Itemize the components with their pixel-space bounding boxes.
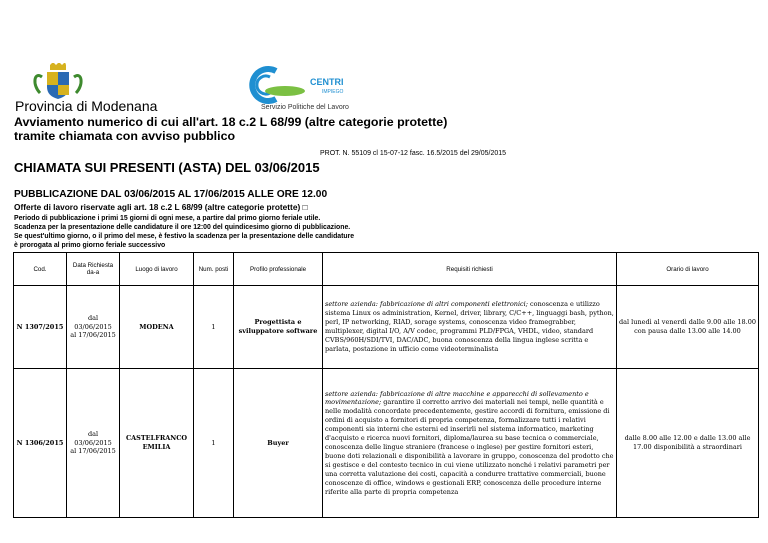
cell-profilo: Buyer: [234, 369, 323, 518]
title-chiamata-presenti: CHIAMATA SUI PRESENTI (ASTA) DEL 03/06/2015: [14, 160, 320, 175]
offers-subtitle: Offerte di lavoro riservate agli art. 18 c.2 L 68/99 (altre categorie protette) □: [14, 202, 308, 212]
cell-cod: N 1306/2015: [14, 369, 67, 518]
table-row: [14, 286, 759, 369]
cell-luogo: MODENA: [120, 286, 194, 369]
header-profilo: Profilo professionale: [234, 253, 323, 286]
cell-requisiti: [323, 286, 617, 369]
province-name: Provincia di Modenana: [15, 98, 158, 114]
cell-requisiti: [323, 369, 617, 518]
centri-brand: CENTRI: [310, 77, 344, 87]
header-luogo: Luogo di lavoro: [120, 253, 194, 286]
centri-brand-sub: IMPIEGO: [322, 89, 344, 95]
requirements-text: conoscenza e utilizzo sistema Linux os administration, Kernel, driver, library, C/C++, linguaggi bash, python, perl, IP networking, RIAD, sorage systems, conoscenza video framegrabber, multiplexer, digital I/O, A/V codec, programmi PLD/FPGA, VHDL, video, standard CVBS/960H/SDI/TVI, DAC/ADC, buona conoscenza della lingua inglese scritta e parlata, postazione in ufficio come videoterminalista: [325, 300, 614, 353]
date-to: al 17/06/2015: [70, 331, 116, 340]
note-line: Scadenza per la presentazione delle candidature il ore 12:00 del quindicesimo giorno di pubblicazione.: [14, 224, 351, 232]
title-chiamata-avviso: tramite chiamata con avviso pubblico: [14, 129, 236, 143]
cell-posti: 1: [194, 286, 234, 369]
title-avviamento: Avviamento numerico di cui all'art. 18 c.2 L 68/99 (altre categorie protette): [14, 115, 448, 129]
note-line: Periodo di pubblicazione i primi 15 giorni di ogni mese, a partire dal primo giorno feriale utile.: [14, 215, 321, 222]
cell-date: [67, 369, 120, 518]
header-data-richiesta: Data Richiesta da-a: [67, 253, 120, 286]
requirements-text: garantire il corretto arrivo dei materiali nei tempi, nelle quantità e nelle modalità concordate precedentemente, gestire accordi di fornitura, emissione di ordini di acquisto a fornitori di propria competenza, formalizzare tutti i relativi componenti sia interni che esterni ed inserirli nel sistema informatico, marketing d'acquisto e ricerca nuovi fornitori, diploma/laurea su base tecnica o commerciale, conoscenza delle lingue straniere (francese o inglese) per gestire fornitori esteri, buone doti relazionali e disponibilità a lavorare in gruppo, conoscenza del prodotto che si gestisce e del contesto tecnico in cui viene utilizzato nonché i relativi parametri per una corretta valutazione dei costi, capacità a condurre trattative commerciali, buone conoscenze di office, windows e gestionali ERP, conoscenza delle procedure interne riferite alla parte di propria competenza: [325, 398, 614, 496]
table-header-row: [14, 253, 759, 286]
cell-date: [67, 286, 120, 369]
header-cod: Cod.: [14, 253, 67, 286]
table-row: [14, 369, 759, 518]
header-num-posti: Num. posti: [194, 253, 234, 286]
date-from: dal 03/06/2015: [74, 429, 112, 447]
job-offers-table: [13, 252, 759, 518]
centri-subtitle: Servizio Politiche del Lavoro: [261, 104, 349, 111]
header-orario: Orario di lavoro: [617, 253, 759, 286]
cell-luogo: CASTELFRANCO EMILIA: [120, 369, 194, 518]
cell-orario: dal lunedì al venerdì dalle 9.00 alle 18.00 con pausa dalle 13.00 alle 14.00: [617, 286, 759, 369]
cell-orario: dalle 8.00 alle 12.00 e dalle 13.00 alle 17.00 disponibilità a straordinari: [617, 369, 759, 518]
note-line: Se quest'ultimo giorno, o il primo del mese, è festivo la scadenza per la presentazione delle candidature: [14, 233, 355, 241]
sector-text: settore azienda: fabbricazione di altre macchine e apparecchi di sollevamento e movimentazione;: [325, 389, 589, 407]
note-line: è prorogata al primo giorno feriale successivo: [14, 242, 166, 250]
sector-text: settore azienda: fabbricazione di altri componenti elettronici;: [325, 300, 528, 309]
centri-impiego-logo-icon: [240, 65, 380, 105]
cell-posti: 1: [194, 369, 234, 518]
publication-notes: [14, 214, 354, 250]
cell-cod: N 1307/2015: [14, 286, 67, 369]
publication-period: PUBBLICAZIONE DAL 03/06/2015 AL 17/06/2015 ALLE ORE 12.00: [14, 189, 328, 200]
date-to: al 17/06/2015: [70, 447, 116, 456]
protocol-number: PROT. N. 55109 cl 15-07-12 fasc. 16.5/2015 del 29/05/2015: [320, 150, 507, 157]
date-from: dal 03/06/2015: [74, 313, 112, 331]
cell-profilo: Progettista e sviluppatore software: [234, 286, 323, 369]
header-requisiti: Requisiti richiesti: [323, 253, 617, 286]
